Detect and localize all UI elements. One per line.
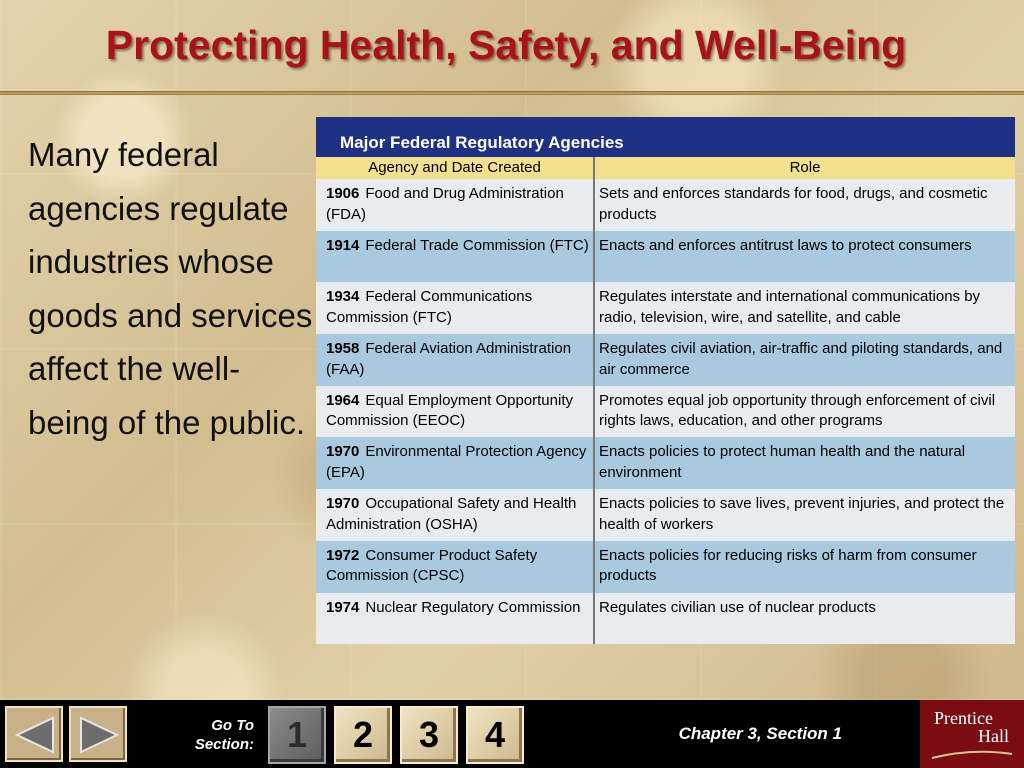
previous-slide-button[interactable] [5, 706, 63, 762]
table-row [316, 231, 1015, 283]
agency-name: Federal Trade Commission (FTC) [365, 236, 589, 254]
role-cell: Regulates civilian use of nuclear products [599, 598, 876, 616]
column-header-agency: Agency and Date Created [316, 157, 595, 179]
left-arrow-icon [13, 715, 57, 755]
agency-name: Food and Drug Administration (FDA) [326, 185, 564, 223]
table-row [316, 489, 1015, 541]
right-arrow-icon [77, 715, 121, 755]
agency-name: Equal Employment Opportunity Commission (EEOC) [326, 391, 573, 430]
agency-year: 1970 [326, 495, 360, 513]
title-divider [0, 91, 1024, 95]
role-cell: Enacts policies to save lives, prevent injuries, and protect the health of workers [599, 495, 1005, 533]
section-4-button[interactable]: 4 [466, 706, 524, 764]
role-cell: Enacts policies to protect human health and the natural environment [599, 443, 966, 481]
slide-body-text: Many federal agencies regulate industries whose goods and services affect the well-being of the public. [28, 136, 313, 441]
table-row [316, 541, 1015, 593]
role-cell: Sets and enforces standards for food, drugs, and cosmetic products [599, 185, 988, 223]
agencies-table [316, 117, 1015, 644]
table-row [316, 593, 1015, 645]
role-cell: Enacts policies for reducing risks of harm from consumer products [599, 546, 977, 585]
column-header-role: Role [789, 159, 821, 176]
agency-name: Nuclear Regulatory Commission [365, 598, 581, 616]
agency-name: Environmental Protection Agency (EPA) [326, 443, 587, 481]
agency-year: 1964 [326, 391, 360, 409]
agency-cell [316, 593, 595, 645]
agency-cell [316, 179, 595, 231]
next-slide-button[interactable] [69, 706, 127, 762]
agency-year: 1974 [326, 598, 360, 616]
agency-year: 1934 [326, 288, 360, 306]
role-cell: Regulates interstate and international communications by radio, television, wire, and satellite, and cable [599, 288, 981, 326]
table-row [316, 179, 1015, 231]
table-column-headers [316, 157, 1015, 179]
agency-name: Federal Aviation Administration (FAA) [326, 340, 572, 378]
agency-cell [316, 489, 595, 541]
table-row [316, 386, 1015, 438]
agency-name: Federal Communications Commission (FTC) [326, 288, 533, 326]
agency-cell [316, 541, 595, 593]
role-cell: Enacts and enforces antitrust laws to protect consumers [599, 236, 972, 254]
agency-cell [316, 231, 595, 283]
section-1-button[interactable]: 1 [268, 706, 326, 764]
agency-cell [316, 437, 595, 489]
section-3-button[interactable]: 3 [400, 706, 458, 764]
chapter-section-label: Chapter 3, Section 1 [678, 724, 842, 743]
publisher-logo: Prentice Hall [920, 700, 1024, 768]
slide-title: Protecting Health, Safety, and Well-Being [105, 22, 907, 68]
agency-name: Consumer Product Safety Commission (CPSC) [326, 546, 538, 585]
agency-year: 1914 [326, 236, 360, 254]
table-body [316, 179, 1015, 644]
go-to-section-label: Go To Section: [194, 717, 254, 753]
table-row [316, 282, 1015, 334]
agency-cell [316, 282, 595, 334]
agency-year: 1972 [326, 546, 360, 564]
agency-year: 1906 [326, 185, 360, 202]
table-title: Major Federal Regulatory Agencies [316, 117, 1015, 157]
agency-year: 1958 [326, 340, 360, 358]
logo-swoosh-icon [930, 748, 1014, 762]
role-cell: Promotes equal job opportunity through enforcement of civil rights laws, education, and other programs [599, 391, 996, 430]
agency-cell [316, 334, 595, 386]
table-row [316, 334, 1015, 386]
agency-year: 1970 [326, 443, 360, 461]
role-cell: Regulates civil aviation, air-traffic and piloting standards, and air commerce [599, 340, 1003, 378]
table-row [316, 437, 1015, 489]
agency-cell [316, 386, 595, 438]
section-2-button[interactable]: 2 [334, 706, 392, 764]
agency-name: Occupational Safety and Health Administration (OSHA) [326, 495, 577, 533]
